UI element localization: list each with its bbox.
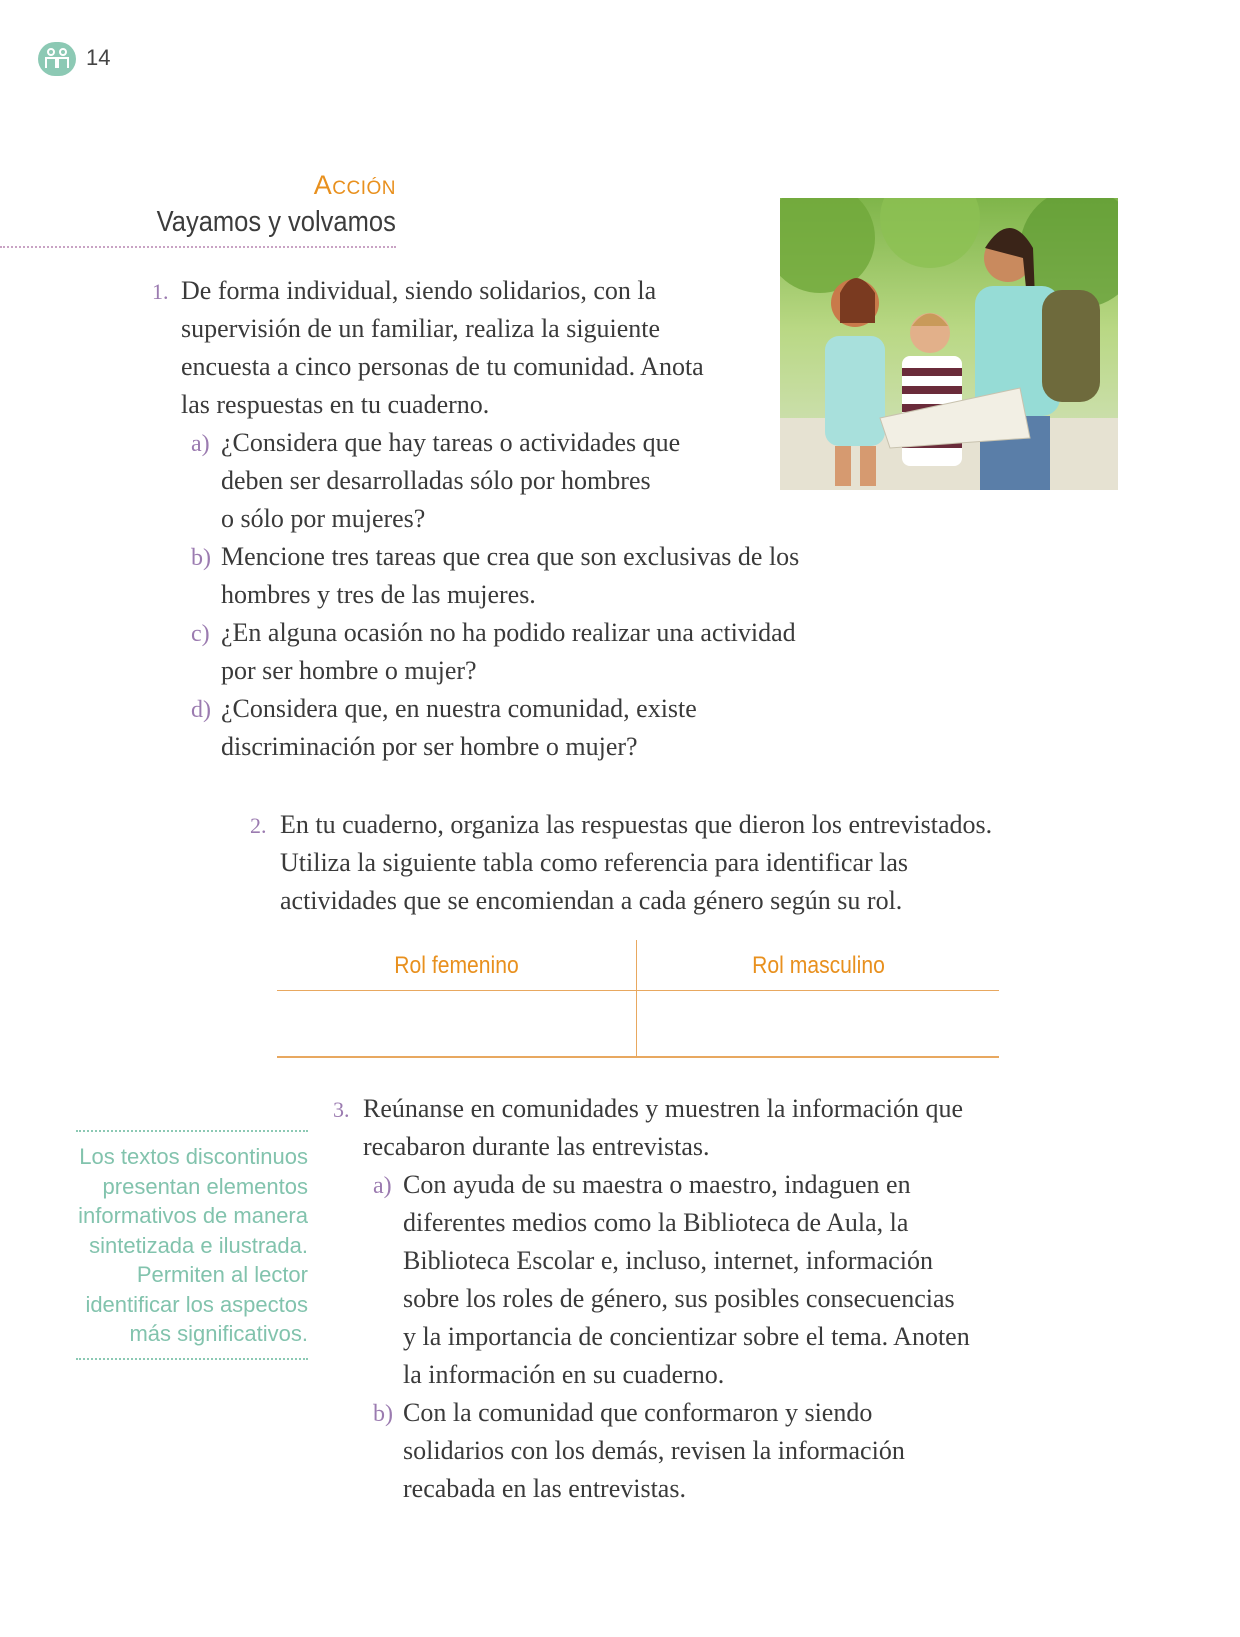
subitem-a [373,1166,1033,1394]
question-line: ¿Considera que hay tareas o actividades que [221,428,681,457]
table-column-divider [636,940,637,1058]
item-number: 2. [250,813,267,838]
subitem-line: Con ayuda de su maestra o maestro, indaguen en [403,1170,911,1199]
item-text-line: Utiliza la siguiente tabla como referencia para identificar las [280,848,909,877]
item-text-line: las respuestas en tu cuaderno. [181,390,490,419]
note-line: Los textos discontinuos [79,1144,308,1169]
question-line: hombres y tres de las mujeres. [221,580,536,609]
note-line: presentan elementos [102,1173,308,1199]
activity-item-3 [333,1090,1033,1166]
question-line: discriminación por ser hombre o mujer? [221,732,638,761]
subitem-line: diferentes medios como la Biblioteca de Aula, la [403,1208,909,1237]
table-header-divider [277,990,999,991]
subitem-line: recabada en las entrevistas. [403,1474,686,1503]
question-c [190,614,850,690]
question-letter: d) [191,697,211,723]
activity-item-2 [250,806,1050,920]
question-letter: b) [191,545,211,571]
item-text-line: recabaron durante las entrevistas. [363,1132,710,1161]
question-letter: a) [191,431,210,457]
note-bottom-rule [76,1358,308,1360]
question-letter: c) [191,621,210,647]
note-line: sintetizada e ilustrada. [89,1232,308,1258]
item-number: 3. [333,1097,350,1122]
item-text-line: supervisión de un familiar, realiza la siguiente [181,314,661,343]
subitem-line: Con la comunidad que conformaron y siendo [403,1398,873,1427]
subitem-letter: a) [373,1173,392,1199]
table-header-female: Rol femenino [394,952,519,979]
item-text-line: En tu cuaderno, organiza las respuestas que dieron los entrevistados. [280,810,993,839]
note-line: identificar los aspectos [85,1291,308,1317]
subitem-line: sobre los roles de género, sus posibles consecuencias [403,1284,955,1313]
item-text-line: Reúnanse en comunidades y muestren la información que [363,1094,963,1123]
table-header-male: Rol masculino [752,952,885,979]
subitem-line: y la importancia de concientizar sobre el tema. Anoten [403,1322,970,1351]
family-photo [780,198,1118,490]
question-line: deben ser desarrolladas sólo por hombres [221,466,651,495]
table-bottom-border [277,1056,999,1058]
subitem-letter: b) [373,1401,393,1427]
question-b [190,538,850,614]
section-divider [0,246,396,248]
item-text-line: actividades que se encomiendan a cada género según su rol. [280,886,903,915]
activity-item-1 [150,272,750,424]
subitem-line: solidarios con los demás, revisen la información [403,1436,905,1465]
section-label: Acción [313,170,396,200]
note-line: más significativos. [129,1321,308,1346]
section-title: Vayamos y volvamos [156,206,396,238]
note-top-rule [76,1130,308,1132]
roles-table [277,940,999,1058]
item-text-line: De forma individual, siendo solidarios, con la [181,276,657,305]
subitem-line: la información en su cuaderno. [403,1360,725,1389]
question-a [190,424,750,538]
item-number: 1. [152,279,169,304]
page-number: 14 [86,45,111,70]
subitem-line: Biblioteca Escolar e, incluso, internet, información [403,1246,933,1275]
question-line: ¿En alguna ocasión no ha podido realizar una actividad [221,618,796,647]
question-d [190,690,850,766]
sidebar-note [60,1142,308,1349]
question-line: Mencione tres tareas que crea que son exclusivas de los [221,542,800,571]
item-text-line: encuesta a cinco personas de tu comunidad. Anota [181,352,704,381]
people-icon [38,42,76,76]
question-line: o sólo por mujeres? [221,504,426,533]
note-line: Permiten al lector [136,1262,308,1287]
question-line: ¿Considera que, en nuestra comunidad, existe [221,694,697,723]
question-line: por ser hombre o mujer? [221,656,477,685]
note-line: informativos de manera [78,1203,308,1228]
subitem-b [373,1394,1033,1508]
